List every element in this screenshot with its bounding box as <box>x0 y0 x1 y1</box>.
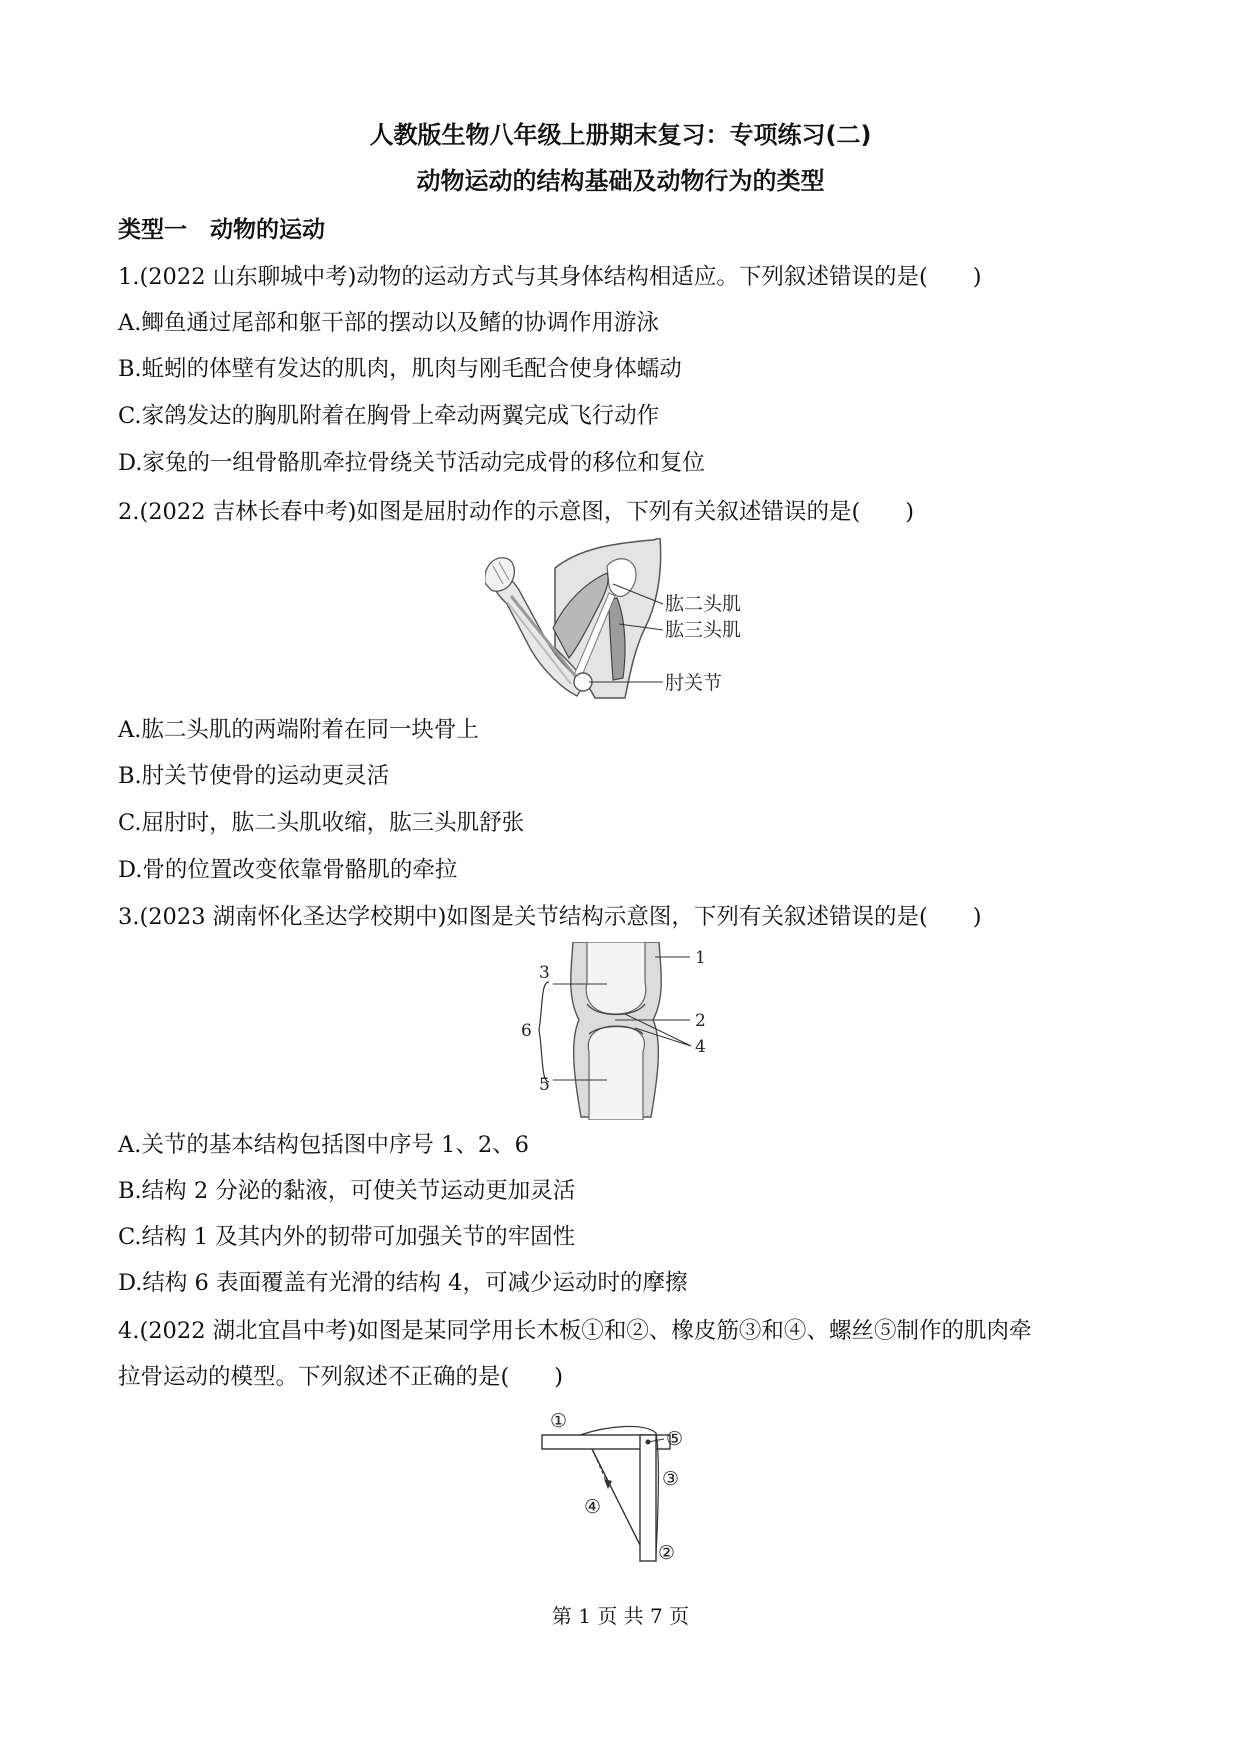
label-3: 3 <box>539 963 550 983</box>
label-5: 5 <box>539 1075 550 1095</box>
label-1: 1 <box>695 948 706 968</box>
label-rubber-band-4: ④ <box>584 1496 602 1518</box>
upper-bone-shape <box>586 942 646 1014</box>
page-title: 人教版生物八年级上册期末复习：专项练习(二) <box>369 121 872 149</box>
question-3-option-d: D.结构 6 表面覆盖有光滑的结构 4，可减少运动时的摩擦 <box>118 1270 688 1296</box>
question-3-option-a: A.关节的基本结构包括图中序号 1、2、6 <box>118 1132 529 1158</box>
label-rubber-band-3: ③ <box>662 1468 680 1490</box>
joint-structure-figure <box>515 942 735 1120</box>
label-board-1: ① <box>550 1410 568 1432</box>
question-1-option-c: C.家鸽发达的胸肌附着在胸骨上牵动两翼完成飞行动作 <box>118 403 660 429</box>
question-3-stem: 3.(2023 湖南怀化圣达学校期中)如图是关节结构示意图，下列有关叙述错误的是( ) <box>118 904 982 930</box>
page-subtitle: 动物运动的结构基础及动物行为的类型 <box>416 167 825 195</box>
label-board-2: ② <box>658 1542 676 1564</box>
question-3-option-c: C.结构 1 及其内外的韧带可加强关节的牢固性 <box>118 1224 576 1250</box>
label-6: 6 <box>521 1021 532 1041</box>
label-2: 2 <box>695 1011 706 1031</box>
question-2-stem: 2.(2022 吉林长春中考)如图是屈肘动作的示意图，下列有关叙述错误的是( ) <box>118 499 914 525</box>
question-1-option-d: D.家兔的一组骨骼肌牵拉骨绕关节活动完成骨的移位和复位 <box>118 450 705 476</box>
question-2-option-c: C.屈肘时，肱二头肌收缩，肱三头肌舒张 <box>118 810 525 836</box>
lower-bone-shape <box>588 1026 644 1120</box>
label-elbow: 肘关节 <box>665 672 723 694</box>
page-footer: 第 1 页 共 7 页 <box>551 1604 690 1628</box>
question-1-option-b: B.蚯蚓的体壁有发达的肌肉，肌肉与刚毛配合使身体蠕动 <box>118 356 682 382</box>
board-2-shape <box>640 1435 656 1561</box>
elbow-flexion-figure <box>485 538 765 708</box>
question-2-option-d: D.骨的位置改变依靠骨骼肌的牵拉 <box>118 857 458 883</box>
question-2-option-b: B.肘关节使骨的运动更灵活 <box>118 763 390 789</box>
muscle-model-figure <box>540 1405 720 1565</box>
label-4: 4 <box>695 1037 706 1057</box>
section-heading: 类型一 动物的运动 <box>118 217 325 243</box>
label-biceps: 肱二头肌 <box>665 593 742 615</box>
question-4-stem-line-2: 拉骨运动的模型。下列叙述不正确的是( ) <box>118 1364 564 1390</box>
question-1-stem: 1.(2022 山东聊城中考)动物的运动方式与其身体结构相适应。下列叙述错误的是( ) <box>118 264 982 290</box>
question-4-stem-line-1: 4.(2022 湖北宜昌中考)如图是某同学用长木板①和②、橡皮筋③和④、螺丝⑤制作的肌肉牵 <box>118 1318 1032 1344</box>
question-3-option-b: B.结构 2 分泌的黏液，可使关节运动更加灵活 <box>118 1178 576 1204</box>
label-screw-5: ⑤ <box>666 1428 684 1450</box>
question-1-option-a: A.鲫鱼通过尾部和躯干部的摆动以及鳍的协调作用游泳 <box>118 310 659 336</box>
label-triceps: 肱三头肌 <box>665 619 742 641</box>
question-2-option-a: A.肱二头肌的两端附着在同一块骨上 <box>118 717 479 743</box>
